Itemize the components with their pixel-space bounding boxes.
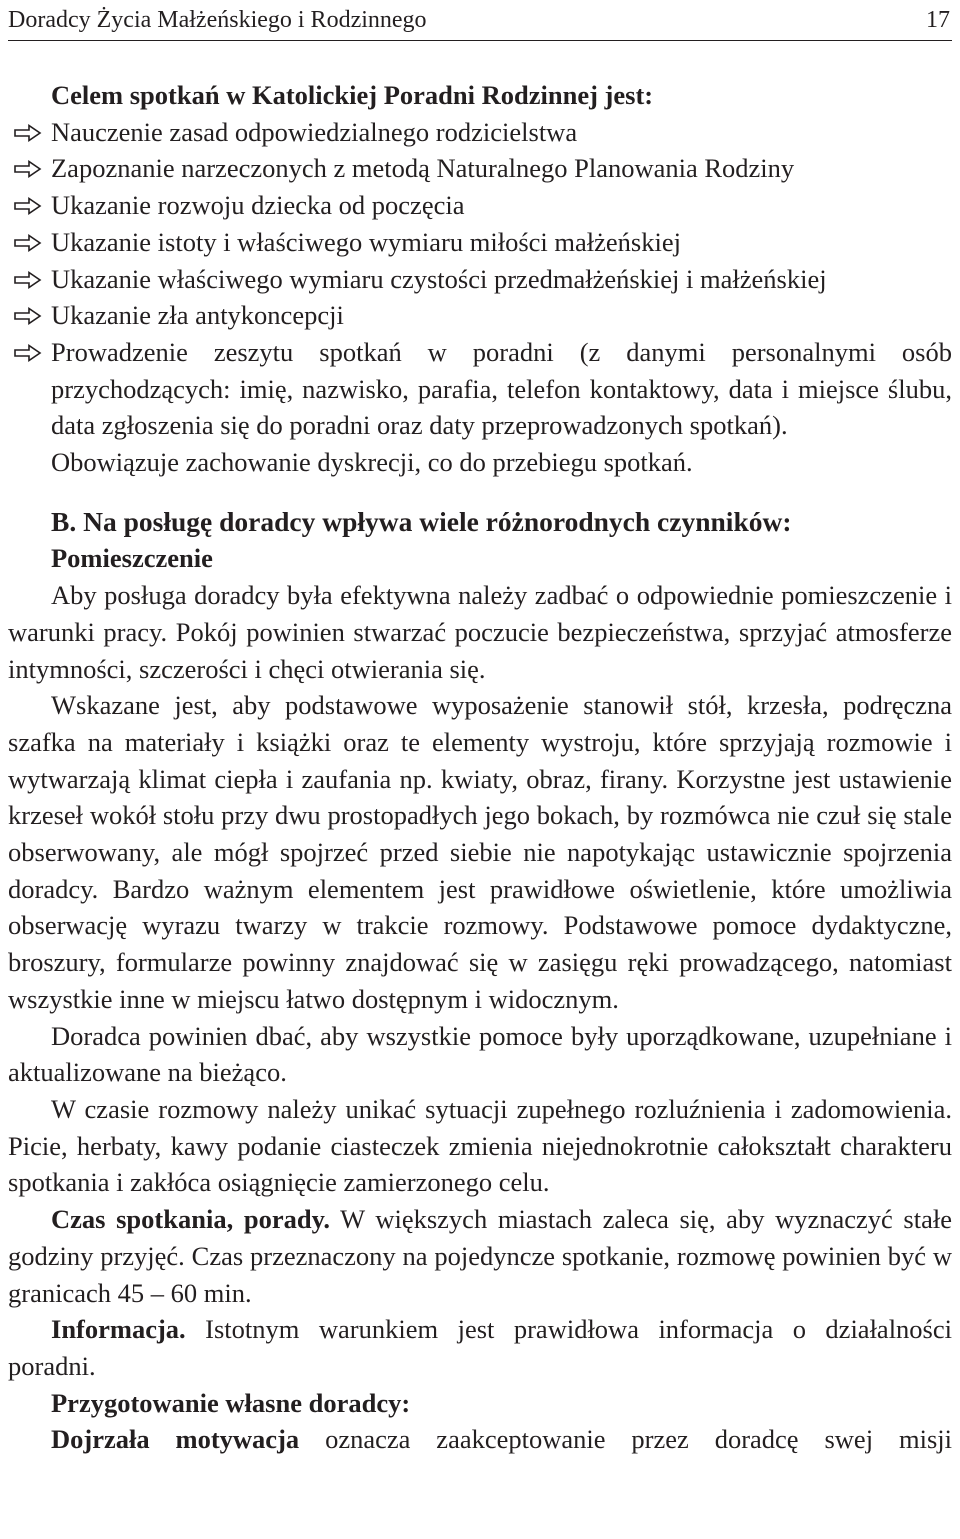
page-body	[8, 77, 952, 1458]
list-item-text: Ukazanie właściwego wymiaru czystości przedmałżeńskiej i małżeńskiej	[51, 263, 827, 294]
paragraph-motivation	[8, 1421, 952, 1458]
running-header-title: Doradcy Życia Małżeńskiego i Rodzinnego	[8, 7, 427, 33]
room-subheading: Pomieszczenie	[51, 543, 213, 574]
motivation-text: oznacza zaakceptowanie przez doradcę swej misji	[299, 1424, 952, 1455]
running-header	[8, 0, 952, 41]
motivation-lead: Dojrzała motywacja	[51, 1424, 300, 1455]
list-item-text: Nauczenie zasad odpowiedzialnego rodzicielstwa	[51, 116, 578, 147]
list-item-text: Prowadzenie zeszytu spotkań w poradni (z danymi personalnymi osób przychodzących: imię, nazwisko, parafia, telefon kontaktowy, data i miejsce ślubu, data zgłoszenia się do poradni oraz daty przeprowadzonych spotkań).	[51, 336, 952, 441]
information-lead: Informacja.	[51, 1314, 186, 1345]
list-item	[8, 150, 952, 187]
paragraph-atmosphere: W czasie rozmowy należy unikać sytuacji zupełnego rozluźnienia i zadomowienia. Picie, herbaty, kawy podanie ciasteczek zmienia niejednokrotnie całokształt charakteru spotkania i zakłóca osiągnięcie zamierzonego celu.	[8, 1093, 952, 1198]
arrow-right-outline-icon	[14, 234, 42, 252]
paragraph-equipment: Wskazane jest, aby podstawowe wyposażenie stanowił stół, krzesła, podręczna szafka na materiały i książki oraz te elementy wystroju, które sprzyjają rozmowie i wytwarzają klimat ciepła i zaufania np. kwiaty, obraz, firany. Korzystne jest ustawienie krzeseł wokół stołu przy dwu prostopadłych jego bokach, by rozmówca nie czuł się stale obserwowany, ale mógł spojrzeć przed siebie nie napotykając ustawicznie spojrzenia doradcy. Bardzo ważnym elementem jest prawidłowe oświetlenie, które umożliwia obserwację wyrazu twarzy w trakcie rozmowy. Podstawowe pomoce dydaktyczne, broszury, formularze powinny znajdować się w zasięgu ręki prowadzącego, natomiast wszystkie inne w miejscu łatwo dostępnym i widocznym.	[8, 690, 952, 1014]
arrow-right-outline-icon	[14, 271, 42, 289]
time-text: W większych miastach zaleca się, aby wyznaczyć stałe godziny przyjęć. Czas przeznaczony na pojedyncze spotkanie, rozmowę powinien być w granicach 45 – 60 min.	[8, 1204, 952, 1308]
paragraph-aids: Doradca powinien dbać, aby wszystkie pomoce były uporządkowane, uzupełniane i aktualizowane na bieżąco.	[8, 1020, 952, 1088]
discretion-note: Obowiązuje zachowanie dyskrecji, co do przebiegu spotkań.	[51, 447, 693, 478]
list-item	[8, 187, 952, 224]
preparation-heading: Przygotowanie własne doradcy:	[51, 1387, 411, 1418]
list-item-text: Ukazanie rozwoju dziecka od poczęcia	[51, 190, 465, 221]
time-lead: Czas spotkania, porady.	[51, 1204, 330, 1235]
list-item	[8, 261, 952, 298]
section-b-heading: B. Na posługę doradcy wpływa wiele różnorodnych czynników:	[51, 505, 792, 537]
arrow-right-outline-icon	[14, 124, 42, 142]
paragraph-room: Aby posługa doradcy była efektywna należy zadbać o odpowiednie pomieszczenie i warunki pracy. Pokój powinien stwarzać poczucie bezpieczeństwa, sprzyjać atmosferze intymności, szczerości i chęci otwierania się.	[8, 580, 952, 684]
arrow-right-outline-icon	[14, 197, 42, 215]
goals-list	[8, 114, 952, 444]
list-item	[8, 114, 952, 151]
list-item-text: Ukazanie istoty i właściwego wymiaru miłości małżeńskiej	[51, 226, 681, 257]
paragraph-information	[8, 1311, 952, 1384]
list-item	[8, 224, 952, 261]
section-spacer	[8, 481, 952, 504]
page-number: 17	[926, 7, 950, 33]
list-item	[8, 334, 952, 444]
arrow-right-outline-icon	[14, 307, 42, 325]
list-item-text: Zapoznanie narzeczonych z metodą Naturalnego Planowania Rodziny	[51, 153, 795, 184]
list-item	[8, 297, 952, 334]
information-text: Istotnym warunkiem jest prawidłowa informacja o działalności poradni.	[8, 1314, 952, 1381]
arrow-right-outline-icon	[14, 160, 42, 178]
goals-heading: Celem spotkań w Katolickiej Poradni Rodzinnej jest:	[51, 80, 654, 110]
arrow-right-outline-icon	[14, 344, 42, 362]
list-item-text: Ukazanie zła antykoncepcji	[51, 300, 344, 331]
paragraph-time	[8, 1201, 952, 1311]
